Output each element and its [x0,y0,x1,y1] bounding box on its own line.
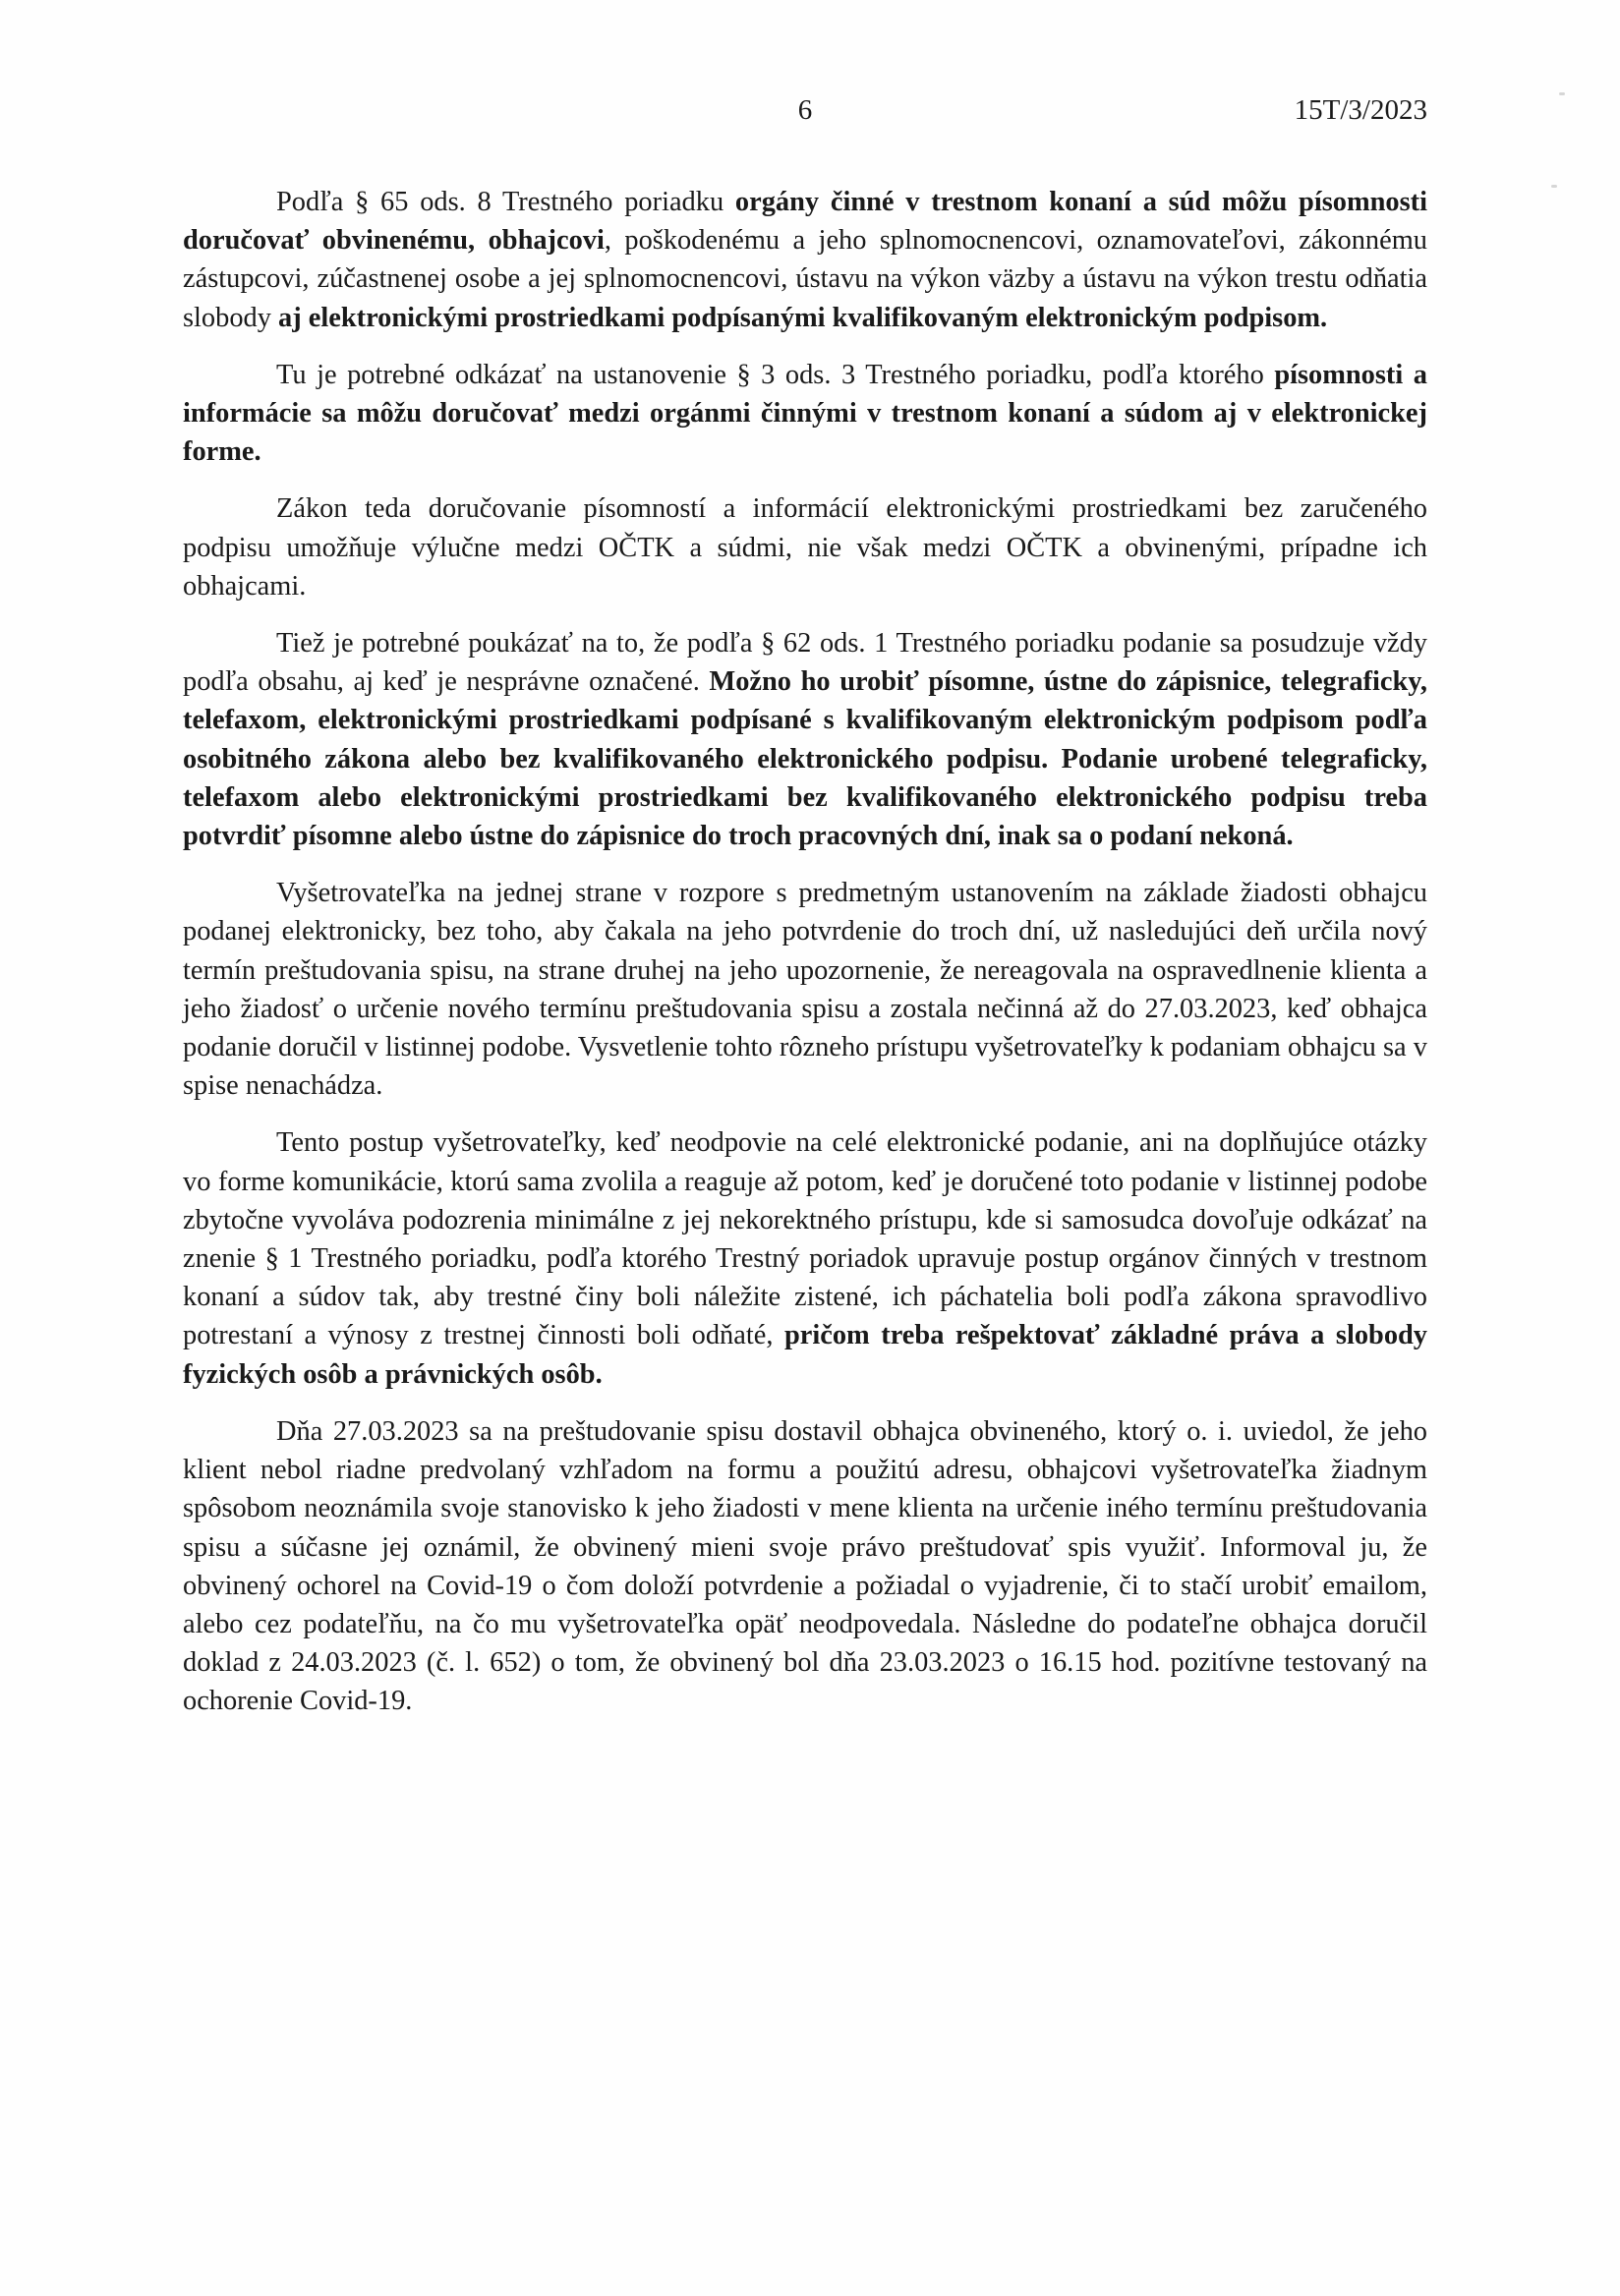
case-number: 15T/3/2023 [1294,94,1427,126]
bold-text-segment: pričom treba rešpektovať základné práva a slobody fyzických osôb a právnických osôb. [183,1320,1428,1390]
paragraph-law-conclusion [183,489,1427,605]
paragraph-procedure-assessment [183,1123,1427,1393]
paragraph-electronic-form [183,356,1427,472]
text-segment: Tu je potrebné odkázať na ustanovenie § 3 ods. 3 Trestného poriadku, podľa ktorého [276,359,1275,390]
text-segment: Tento postup vyšetrovateľky, keď neodpovie na celé elektronické podanie, ani na doplňujúce otázky vo forme komunikácie, ktorú sama zvolila a reaguje až potom, keď je doručené toto podanie v listinnej podobe zbytočne vyvoláva podozrenia minimálne z jej nekorektného prístupu, kde si samosudca dovoľuje odkázať na znenie § 1 Trestného poriadku, podľa ktorého Trestný poriadok upravuje postup orgánov činných v trestnom konaní a súdov tak, aby trestné činy boli náležite zistené, ich páchatelia boli podľa zákona spravodlivo potrestaní a výnosy z trestnej činnosti boli odňaté, [183,1127,1427,1351]
bold-text-segment: orgány činné v trestnom konaní a súd môžu písomnosti doručovať obvinenému, obhajcovi [183,187,1428,257]
text-segment: Zákon teda doručovanie písomností a informácií elektronickými prostriedkami bez zaručeného podpisu umožňuje výlučne medzi OČTK a súdmi, nie však medzi OČTK a obvinenými, prípadne ich obhajcami. [183,493,1427,602]
text-segment: Dňa 27.03.2023 sa na preštudovanie spisu dostavil obhajca obvineného, ktorý o. i. uviedol, že jeho klient nebol riadne predvolaný vzhľadom na formu a použitú adresu, obhajcovi vyšetrovateľka žiadnym spôsobom neoznámila svoje stanovisko k jeho žiadosti v mene klienta na určenie iného termínu preštudovania spisu a súčasne jej oznámil, že obvinený mieni svoje právo preštudovať spis využiť. Informoval ju, že obvinený ochorel na Covid-19 o čom doloží potvrdenie a požiadal o vyjadrenie, či to stačí urobiť emailom, alebo cez podateľňu, na čo mu vyšetrovateľka opäť neodpovedala. Následne do podateľne obhajca doručil doklad z 24.03.2023 (č. l. 652) o tom, že obvinený bol dňa 23.03.2023 o 16.15 hod. pozitívne testovaný na ochorenie Covid-19. [183,1415,1427,1717]
text-segment: , poškodenému a jeho splnomocnencovi, oznamovateľovi, zákonnému zástupcovi, zúčastnenej osobe a jej splnomocnencovi, ústavu na výkon väzby a ústavu na výkon trestu odňatia slobody [183,225,1427,333]
page-number: 6 [797,94,813,126]
paragraph-investigator-conduct [183,874,1427,1105]
scan-artifact [1551,185,1557,188]
paragraph-submission-rules [183,624,1427,855]
bold-text-segment: Možno ho urobiť písomne, ústne do zápisnice, telegraficky, telefaxom, elektronickými prostriedkami podpísané s kvalifikovaným elektronickým podpisom podľa osobitného zákona alebo bez kvalifikovaného elektronického podpisu. Podanie urobené telegraficky, telefaxom alebo elektronickými prostriedkami bez kvalifikovaného elektronického podpisu treba potvrdiť písomne alebo ústne do zápisnice do troch pracovných dní, inak sa o podaní nekoná. [183,666,1428,852]
bold-text-segment: písomnosti a informácie sa môžu doručovať medzi orgánmi činnými v trestnom konaní a súdom aj v elektronickej forme. [183,359,1427,468]
scan-artifact [1559,92,1565,95]
page-header [183,90,1427,130]
text-segment: Podľa § 65 ods. 8 Trestného poriadku [276,187,735,217]
text-segment: Vyšetrovateľka na jednej strane v rozpore s predmetným ustanovením na základe žiadosti obhajcu podanej elektronicky, bez toho, aby čakala na jeho potvrdenie do troch dní, už nasledujúci deň určila nový termín preštudovania spisu, na strane druhej na jeho upozornenie, že nereagovala na ospravedlnenie klienta a jeho žiadosť o určenie nového termínu preštudovania spisu a zostala nečinná až do 27.03.2023, keď obhajca podanie doručil v listinnej podobe. Vysvetlenie tohto rôzneho prístupu vyšetrovateľky k podaniam obhajcu sa v spise nenachádza. [183,878,1427,1102]
bold-text-segment: aj elektronickými prostriedkami podpísanými kvalifikovaným elektronickým podpisom. [278,302,1328,333]
document-body [183,183,1427,1740]
paragraph-defense-visit [183,1412,1427,1721]
paragraph-service-of-documents [183,183,1427,337]
text-segment: Tiež je potrebné poukázať na to, že podľa § 62 ods. 1 Trestného poriadku podanie sa posudzuje vždy podľa obsahu, aj keď je nesprávne označené. [183,628,1427,698]
